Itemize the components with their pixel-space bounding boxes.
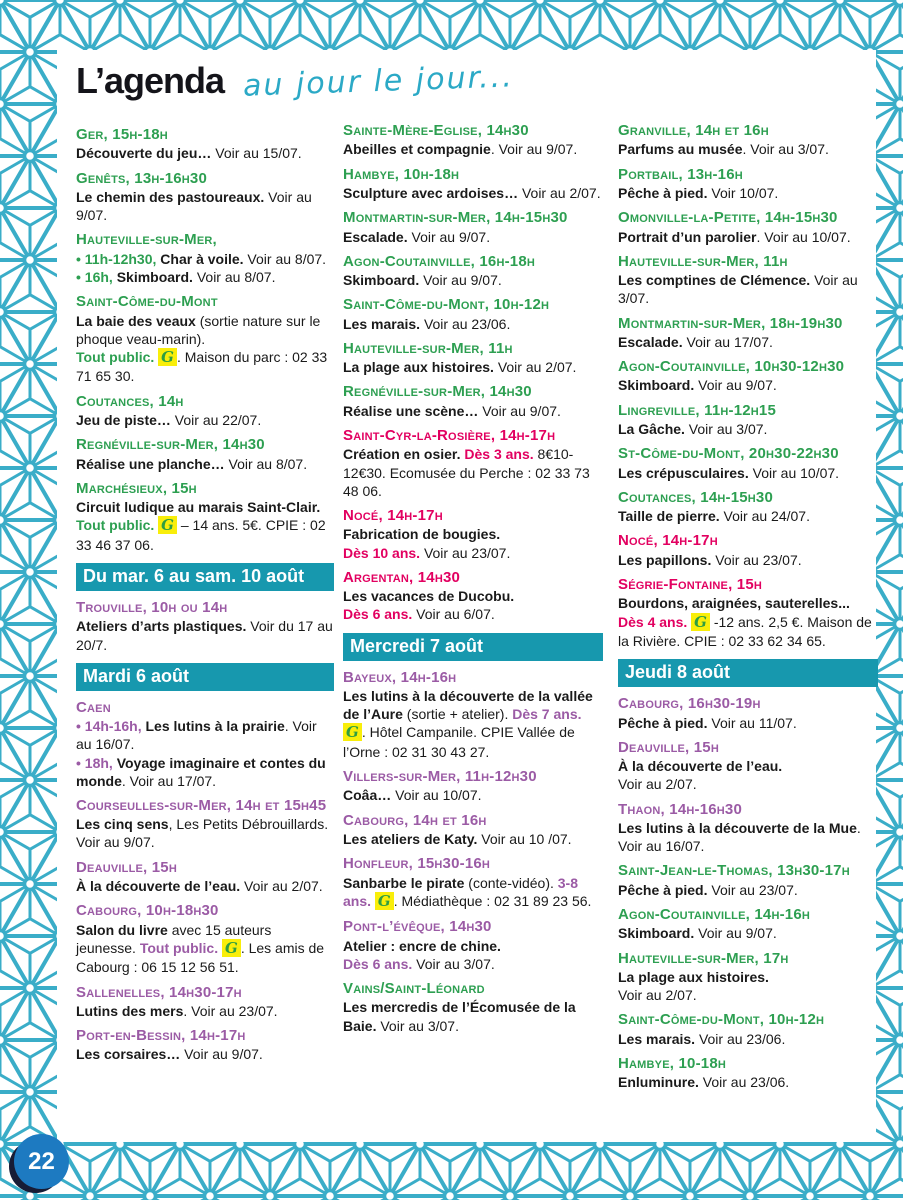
event-text: Réalise une scène… Voir au 9/07. [343, 402, 561, 419]
event-text: La Gâche. Voir au 3/07. [618, 421, 768, 438]
event-heading: Omonville-la-Petite, 14h-15h30 [618, 209, 838, 227]
event-text: Création en osier. Dès 3 ans. 8€10-12€30. Ecomusée du Perche : 02 33 73 48 06. [343, 446, 590, 499]
event-item [343, 768, 603, 805]
event-text: Enluminure. Voir au 23/06. [618, 1074, 790, 1091]
event-text: Les vacances de Ducobu. [343, 588, 515, 605]
event-heading: Lingreville, 11h-12h15 [618, 401, 777, 419]
event-heading: Nocé, 14h-17h [343, 507, 443, 524]
event-heading: Montmartin-sur-Mer, 14h-15h30 [343, 209, 568, 227]
date-banner: Du mar. 6 au sam. 10 août [76, 563, 334, 591]
event-heading: Nocé, 14h-17h [618, 532, 718, 550]
event-item [76, 480, 334, 554]
event-text: • 18h, Voyage imaginaire et contes du monde. Voir au 17/07. [76, 754, 326, 789]
event-text: Parfums au musée. Voir au 3/07. [618, 141, 829, 158]
event-heading: Thaon, 14h-16h30 [618, 800, 743, 818]
page-subtitle: au jour le jour... [241, 58, 514, 104]
date-banner: Mardi 6 août [76, 663, 334, 691]
event-heading: Cabourg, 14h et 16h [343, 811, 487, 829]
event-heading: Bayeux, 14h-16h [343, 668, 457, 686]
event-item [343, 166, 603, 203]
event-text: Ateliers d’arts plastiques. Voir du 17 au 20/7. [76, 618, 333, 653]
event-text: Coâa… Voir au 10/07. [343, 787, 482, 804]
agenda-column-right [618, 122, 878, 1098]
event-item [343, 253, 603, 290]
event-item [343, 507, 603, 562]
event-text: La plage aux histoires. [618, 968, 769, 985]
event-item [343, 918, 603, 973]
event-item [618, 739, 878, 794]
page-number: 22 [28, 1147, 55, 1175]
event-heading: Agon-Coutainville, 14h-16h [618, 905, 811, 923]
event-text: Skimboard. Voir au 9/07. [618, 925, 777, 942]
event-text: Dès 10 ans. Voir au 23/07. [343, 544, 511, 561]
event-heading: Villers-sur-Mer, 11h-12h30 [343, 767, 537, 785]
gratuit-badge: G [158, 516, 177, 534]
event-item [76, 393, 334, 430]
event-heading: Portbail, 13h-16h [618, 165, 743, 183]
event-item [618, 532, 878, 569]
gratuit-badge: G [691, 613, 710, 631]
event-item [343, 669, 603, 761]
event-text: Taille de pierre. Voir au 24/07. [618, 508, 810, 525]
event-item [618, 576, 878, 650]
page-title: L’agenda [76, 60, 225, 101]
event-text: Les crépusculaires. Voir au 10/07. [618, 464, 840, 481]
event-heading: Hambye, 10-18h [618, 1054, 727, 1072]
event-text: Dès 4 ans. G -12 ans. 2,5 €. Maison de la Rivière. CPIE : 02 33 62 34 65. [618, 612, 872, 650]
event-text: Dès 6 ans. Voir au 6/07. [343, 606, 495, 623]
event-text: Escalade. Voir au 17/07. [618, 333, 773, 350]
event-item [618, 402, 878, 439]
event-text: Les marais. Voir au 23/06. [343, 315, 511, 332]
event-text: Circuit ludique au marais Saint-Clair. [76, 499, 321, 516]
event-item [76, 231, 334, 286]
event-heading: Trouville, 10h ou 14h [76, 598, 228, 616]
event-item [76, 293, 334, 385]
event-heading: Caen [76, 698, 111, 716]
gratuit-badge: G [375, 892, 394, 910]
agenda-column-left [76, 126, 334, 1071]
event-heading: Granville, 14h et 16h [618, 122, 769, 139]
event-item [618, 122, 878, 159]
event-text: Voir au 2/07. [618, 987, 697, 1004]
event-text: Réalise une planche… Voir au 8/07. [76, 455, 308, 472]
event-heading: Hambye, 10h-18h [343, 165, 460, 183]
event-heading: Ségrie-Fontaine, 15h [618, 575, 763, 593]
event-heading: Hauteville-sur-Mer, 11h [343, 339, 513, 357]
event-text: À la découverte de l’eau. [618, 758, 783, 775]
event-item [343, 122, 603, 159]
event-item [343, 340, 603, 377]
event-item [76, 859, 334, 896]
date-banner: Mercredi 7 août [343, 633, 603, 661]
event-text: Le chemin des pastoureaux. Voir au 9/07. [76, 188, 312, 224]
event-text: Skimboard. Voir au 9/07. [618, 377, 777, 394]
event-text: Les lutins à la découverte de la Mue. Voir au 16/07. [618, 819, 861, 855]
event-text: Skimboard. Voir au 9/07. [343, 272, 502, 289]
event-heading: Honfleur, 15h30-16h [343, 855, 491, 873]
event-heading: Montmartin-sur-Mer, 18h-19h30 [618, 314, 843, 332]
event-item [618, 695, 878, 732]
event-text: Les ateliers de Katy. Voir au 10 /07. [343, 830, 572, 847]
gratuit-badge: G [158, 348, 177, 366]
event-item [76, 699, 334, 790]
event-heading: Saint-Côme-du-Mont, 10h-12h [618, 1011, 825, 1029]
event-heading: St-Côme-du-Mont, 20h30-22h30 [618, 445, 839, 463]
agenda-column-center [343, 122, 603, 1042]
event-heading: Cabourg, 16h30-19h [618, 695, 761, 713]
event-text: Découverte du jeu… Voir au 15/07. [76, 145, 302, 162]
event-heading: Coutances, 14h-15h30 [618, 488, 774, 506]
event-item [343, 209, 603, 246]
event-item [618, 209, 878, 246]
event-item [618, 489, 878, 526]
event-item [343, 296, 603, 333]
event-heading: Ger, 15h-18h [76, 126, 168, 143]
event-text: Dès 6 ans. Voir au 3/07. [343, 955, 495, 972]
event-text: À la découverte de l’eau. Voir au 2/07. [76, 878, 323, 895]
event-text: Atelier : encre de chine. [343, 937, 501, 954]
event-heading: Vains/Saint-Léonard [343, 979, 485, 997]
event-text: La plage aux histoires. Voir au 2/07. [343, 359, 577, 376]
event-heading: Deauville, 15h [76, 858, 177, 876]
event-item [618, 950, 878, 1005]
event-item [76, 1027, 334, 1064]
event-text: Tout public. G – 14 ans. 5€. CPIE : 02 33 46 37 06. [76, 516, 326, 553]
event-item [618, 166, 878, 203]
event-heading: Hauteville-sur-Mer, [76, 231, 217, 249]
event-heading: Hauteville-sur-Mer, 17h [618, 949, 789, 967]
event-item [76, 902, 334, 976]
event-heading: Saint-Côme-du-Mont, 10h-12h [343, 296, 550, 314]
event-item [618, 801, 878, 856]
event-item [76, 436, 334, 473]
event-heading: Sallenelles, 14h30-17h [76, 983, 242, 1001]
event-heading: Saint-Côme-du-Mont [76, 293, 218, 311]
event-heading: Pont-l’évêque, 14h30 [343, 918, 492, 936]
event-text: Jeu de piste… Voir au 22/07. [76, 411, 262, 428]
event-item [343, 427, 603, 500]
event-heading: Genêts, 13h-16h30 [76, 169, 208, 187]
event-text: Pêche à pied. Voir 10/07. [618, 184, 779, 201]
event-item [343, 569, 603, 624]
event-text: Pêche à pied. Voir au 11/07. [618, 714, 797, 731]
event-item [618, 445, 878, 482]
event-heading: Sainte-Mère-Eglise, 14h30 [343, 122, 529, 139]
event-text: Lutins des mers. Voir au 23/07. [76, 1002, 278, 1019]
event-text: Salon du livre avec 15 auteurs jeunesse. Tout public. G . Les amis de Cabourg : 06 15 12 56 51. [76, 921, 325, 976]
event-heading: Cabourg, 10h-18h30 [76, 902, 219, 920]
date-banner: Jeudi 8 août [618, 659, 878, 687]
event-item [76, 599, 334, 654]
event-heading: Port-en-Bessin, 14h-17h [76, 1027, 246, 1045]
event-text: Les comptines de Clémence. Voir au 3/07. [618, 272, 858, 307]
event-heading: Marchésieux, 15h [76, 479, 197, 497]
event-text: Les papillons. Voir au 23/07. [618, 551, 802, 568]
event-heading: Argentan, 14h30 [343, 568, 461, 586]
event-text: La baie des veaux (sortie nature sur le phoque veau-marin). [76, 312, 321, 347]
event-item [618, 906, 878, 943]
event-item [343, 812, 603, 849]
page-number-badge [14, 1134, 69, 1189]
event-heading: Regnéville-sur-Mer, 14h30 [343, 383, 532, 401]
event-item [618, 358, 878, 395]
event-text: Voir au 2/07. [618, 776, 697, 793]
event-text: Les lutins à la découverte de la vallée de l’Aure (sortie + atelier). Dès 7 ans. G . Hôtel Campanile. CPIE Vallée de l’Orne : 02 31 30 43 27. [343, 687, 593, 760]
event-text: Fabrication de bougies. [343, 526, 501, 543]
event-item [618, 315, 878, 352]
event-text: Pêche à pied. Voir au 23/07. [618, 881, 798, 898]
event-item [76, 126, 334, 163]
event-text: Portrait d’un parolier. Voir au 10/07. [618, 228, 851, 245]
event-text: Les corsaires… Voir au 9/07. [76, 1046, 263, 1063]
event-item [618, 862, 878, 899]
event-heading: Hauteville-sur-Mer, 11h [618, 252, 788, 270]
event-text: Sanbarbe le pirate (conte-vidéo). 3-8 ans. G . Médiathèque : 02 31 89 23 56. [343, 874, 592, 910]
event-heading: Courseulles-sur-Mer, 14h et 15h45 [76, 796, 327, 814]
event-item [343, 383, 603, 420]
event-item [618, 1011, 878, 1048]
event-item [618, 253, 878, 308]
event-text: Escalade. Voir au 9/07. [343, 228, 491, 245]
event-heading: Deauville, 15h [618, 738, 719, 756]
event-text: • 11h-12h30, Char à voile. Voir au 8/07. [76, 250, 327, 267]
header [76, 60, 513, 102]
gratuit-badge: G [222, 939, 241, 957]
event-heading: Coutances, 14h [76, 392, 184, 410]
event-text: • 14h-16h, Les lutins à la prairie. Voir au 16/07. [76, 718, 317, 753]
event-heading: Agon-Coutainville, 16h-18h [343, 252, 536, 270]
event-text: Abeilles et compagnie. Voir au 9/07. [343, 141, 578, 158]
event-heading: Saint-Jean-le-Thomas, 13h30-17h [618, 862, 850, 880]
event-text: Les mercredis de l’Écomusée de la Baie. Voir au 3/07. [343, 999, 576, 1034]
event-heading: Agon-Coutainville, 10h30-12h30 [618, 358, 845, 376]
event-item [76, 797, 334, 852]
event-item [343, 855, 603, 911]
event-item [76, 170, 334, 225]
event-text: • 16h, Skimboard. Voir au 8/07. [76, 268, 276, 285]
event-text: Bourdons, araignées, sauterelles... [618, 595, 850, 612]
event-text: Les cinq sens, Les Petits Débrouillards. Voir au 9/07. [76, 816, 329, 851]
event-heading: Saint-Cyr-la-Rosière, 14h-17h [343, 427, 556, 445]
event-text: Sculpture avec ardoises… Voir au 2/07. [343, 184, 601, 201]
event-item [76, 984, 334, 1021]
event-item [618, 1055, 878, 1092]
event-heading: Regnéville-sur-Mer, 14h30 [76, 436, 265, 454]
event-text: Les marais. Voir au 23/06. [618, 1030, 786, 1047]
event-text: Tout public. G . Maison du parc : 02 33 71 65 30. [76, 347, 328, 385]
gratuit-badge: G [343, 723, 362, 741]
event-item [343, 980, 603, 1035]
